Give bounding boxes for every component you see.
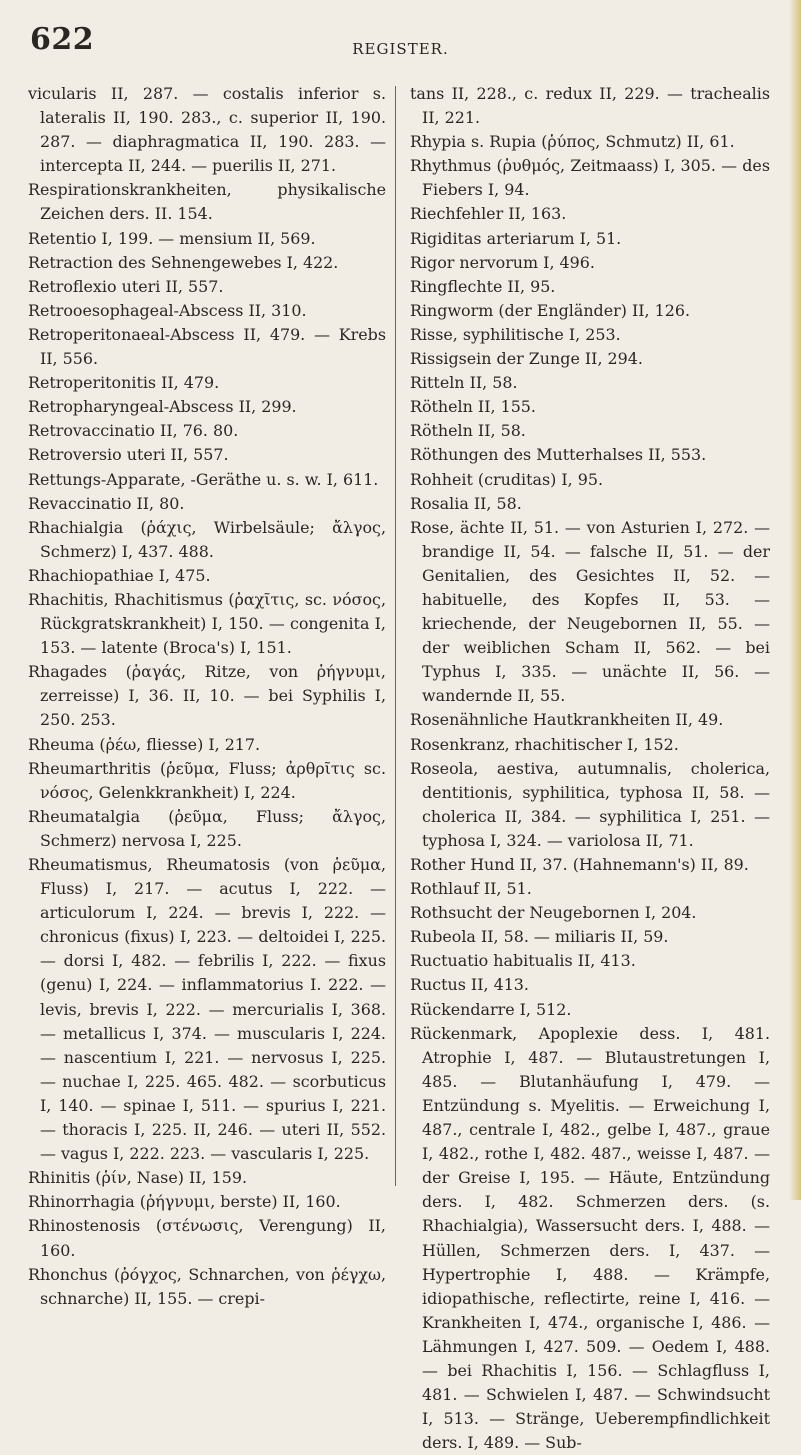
index-entry: Rother Hund II, 37. (Hahnemann's) II, 89.: [410, 855, 749, 874]
left-column: [28, 82, 386, 1311]
index-entry: Retentio I, 199. — mensium II, 569.: [28, 228, 316, 248]
page-number: 622: [30, 22, 95, 57]
index-entry: Rhachialgia (ῥάχις, Wirbelsäule; ἄλγος, Schmerz) I, 437. 488.: [28, 517, 386, 561]
running-head: REGISTER.: [352, 40, 449, 58]
index-entry: Rheuma (ῥέω, fliesse) I, 217.: [28, 734, 261, 754]
index-entry: Retroflexio uteri II, 557.: [28, 276, 224, 296]
index-entry: Rigiditas arteriarum I, 51.: [410, 228, 622, 248]
index-entry: Rosalia II, 58.: [410, 493, 522, 513]
index-entry: Rheumatalgia (ῥεῦμα, Fluss; ἄλγος, Schmerz) nervosa I, 225.: [28, 806, 386, 850]
index-entry: Ringflechte II, 95.: [410, 276, 556, 296]
index-entry: Rhachitis, Rhachitismus (ῥαχῖτις, sc. νόσος, Rückgratskrankheit) I, 150. — congenita I, 153. — latente (Broca's) I, 151.: [28, 589, 386, 658]
index-entry: Rheumatismus, Rheumatosis (von ῥεῦμα, Fluss) I, 217. — acutus I, 222. — articulorum I, 224. — brevis I, 222. — chronicus (fixus) I, 223. — deltoidei I, 225. — dorsi I, 482. — febrilis I, 222. — fixus (genu) I, 224. — inflammatorius I. 222. — levis, brevis I, 222. — mercurialis I, 368. — metallicus I, 374. — muscularis I, 224. — nascentium I, 221. — nervosus I, 225. — nuchae I, 225. 465. 482. — scorbuticus I, 140. — spinae I, 511. — spurius I, 221. — thoracis I, 225. II, 246. — uteri II, 552. — vagus I, 222. 223. — vascularis I, 225.: [28, 855, 386, 1164]
index-entry: Rubeola II, 58. — miliaris II, 59.: [410, 927, 669, 947]
index-entry: Retrovaccinatio II, 76. 80.: [28, 421, 239, 441]
index-entry: Ritteln II, 58.: [410, 373, 518, 393]
index-entry: Rosenkranz, rhachitischer I, 152.: [410, 734, 679, 754]
column-divider: [395, 86, 396, 1186]
index-entry: Rhinorrhagia (ῥήγνυμι, berste) II, 160.: [28, 1192, 341, 1212]
index-entry: Rhinitis (ῥίν, Nase) II, 159.: [28, 1168, 248, 1188]
index-entry: Rissigsein der Zunge II, 294.: [410, 349, 643, 369]
index-entry: Rötheln II, 58.: [410, 421, 526, 441]
index-entry: Rhachiopathiae I, 475.: [28, 565, 211, 585]
index-entry: Rettungs-Apparate, -Geräthe u. s. w. I, 611.: [28, 469, 379, 489]
index-entry: Rückendarre I, 512.: [410, 999, 572, 1019]
index-entry: vicularis II, 287. — costalis inferior s. lateralis II, 190. 283., c. superior II, 190. 287. — diaphragmatica II, 190. 283. — intercepta II, 244. — puerilis II, 271.: [28, 84, 386, 176]
index-entry: Rosenähnliche Hautkrankheiten II, 49.: [410, 710, 724, 730]
index-entry: Ructuatio habitualis II, 413.: [410, 951, 636, 971]
index-entry: Rhinostenosis (στένωσις, Verengung) II, 160.: [28, 1216, 386, 1260]
index-entry: Rothlauf II, 51.: [410, 879, 532, 899]
index-entry: Retroversio uteri II, 557.: [28, 445, 229, 465]
index-entry: Rohheit (cruditas) I, 95.: [410, 469, 604, 489]
index-entry: Ructus II, 413.: [410, 975, 529, 995]
index-entry: Retroperitonaeal-Abscess II, 479. — Krebs II, 556.: [28, 324, 386, 369]
index-entry: Rothsucht der Neugebornen I, 204.: [410, 903, 697, 923]
index-entry: Roseola, aestiva, autumnalis, cholerica, dentitionis, syphilitica, typhosa II, 58. — cholerica II, 384. — syphilitica I, 251. — typhosa I, 324. — variolosa II, 71.: [410, 758, 770, 850]
index-entry: Röthungen des Mutterhalses II, 553.: [410, 445, 707, 465]
index-entry: Rhypia s. Rupia (ῥύπος, Schmutz) II, 61.: [410, 132, 735, 152]
index-entry: Rheumarthritis (ῥεῦμα, Fluss; ἀρθρῖτις sc. νόσος, Gelenkkrankheit) I, 224.: [28, 758, 386, 802]
index-entry: Rose, ächte II, 51. — von Asturien I, 272. — brandige II, 54. — falsche II, 51. — der Genitalien, des Gesichtes II, 52. — habituelle, des Kopfes II, 53. — kriechende, der Neugebornen II, 55. — der weiblichen Scham II, 562. — bei Typhus I, 335. — unächte II, 56. — wandernde II, 55.: [410, 517, 770, 706]
index-entry: Risse, syphilitische I, 253.: [410, 324, 621, 344]
index-entry: Rigor nervorum I, 496.: [410, 252, 595, 272]
index-entry: Revaccinatio II, 80.: [28, 493, 185, 513]
index-entry: Respirationskrankheiten, physikalische Zeichen ders. II. 154.: [28, 180, 386, 224]
right-column: [410, 82, 770, 1455]
index-entry: Rückenmark, Apoplexie dess. I, 481. Atrophie I, 487. — Blutaustretungen I, 485. — Blutanhäufung I, 479. — Entzündung s. Myelitis. — Erweichung I, 487., centrale I, 482., gelbe I, 487., graue I, 482., rothe I, 482. 487., weisse I, 487. — der Greise I, 195. — Häute, Entzündung ders. I, 482. Schmerzen ders. (s. Rhachialgia), Wassersucht ders. I, 488. — Hüllen, Schmerzen ders. I, 437. — Hypertrophie I, 488. — Krämpfe, idiopathische, reflectirte, reine I, 416. — Krankheiten I, 474., organische I, 486. — Lähmungen I, 427. 509. — Oedem I, 488. — bei Rhachitis I, 156. — Schlagfluss I, 481. — Schwielen I, 487. — Schwindsucht I, 513. — Stränge, Ueberempfindlichkeit ders. I, 489. — Sub-: [410, 1023, 770, 1453]
index-entry: Ringworm (der Engländer) II, 126.: [410, 300, 691, 320]
index-entry: Rhonchus (ῥόγχος, Schnarchen, von ῥέγχω, schnarche) II, 155. — crepi-: [28, 1264, 386, 1308]
index-entry: Riechfehler II, 163.: [410, 204, 567, 224]
index-entry: Rhythmus (ῥυθμός, Zeitmaass) I, 305. — des Fiebers I, 94.: [410, 156, 770, 200]
index-entry: Retroperitonitis II, 479.: [28, 373, 220, 393]
index-entry: Rötheln II, 155.: [410, 397, 536, 417]
page-edge: [789, 0, 801, 1200]
index-entry: Retrooesophageal-Abscess II, 310.: [28, 300, 307, 320]
index-entry: Retropharyngeal-Abscess II, 299.: [28, 397, 297, 417]
index-entry: tans II, 228., c. redux II, 229. — trachealis II, 221.: [410, 84, 770, 128]
index-entry: Rhagades (ῥαγάς, Ritze, von ῥήγνυμι, zerreisse) I, 36. II, 10. — bei Syphilis I, 250. 253.: [28, 662, 386, 730]
index-entry: Retraction des Sehnengewebes I, 422.: [28, 252, 339, 272]
